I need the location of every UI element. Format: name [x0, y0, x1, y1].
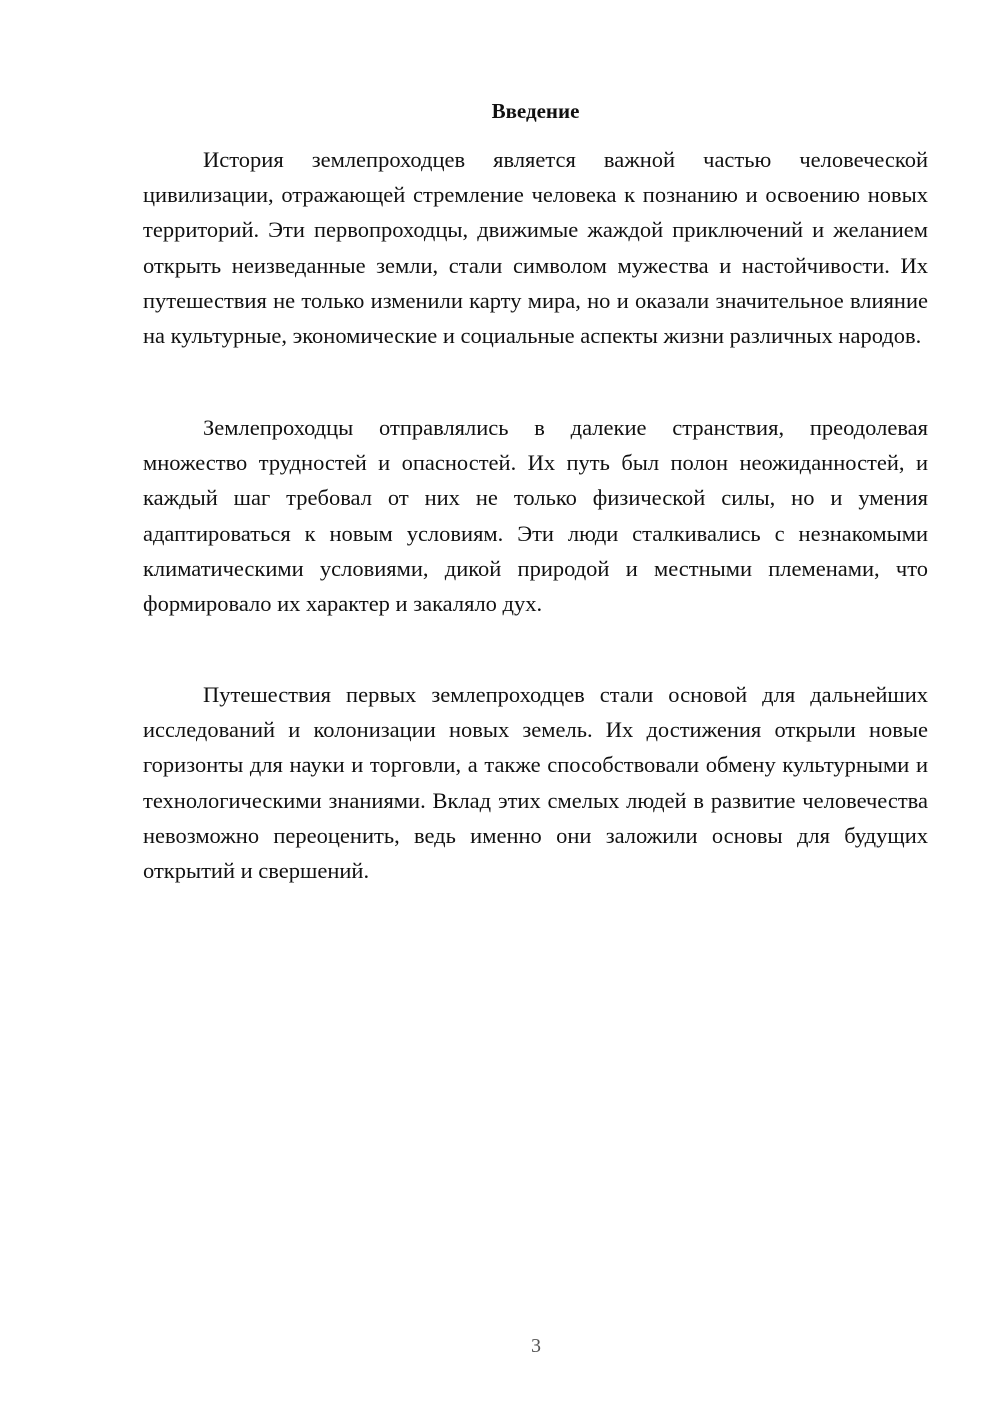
section-title: Введение: [491, 99, 580, 123]
page-number: 3: [531, 1335, 541, 1357]
paragraph-2: Землепроходцы отправлялись в далекие странствия, преодолевая множество трудностей и опасностей. Их путь был полон неожиданностей, и каждый шаг требовал от них не только физической силы, но и умения адаптироваться к новым условиям. Эти люди сталкивались с незнакомыми климатическими условиями, дикой природой и местными племенами, что формировало их характер и закаляло дух.: [143, 415, 928, 617]
paragraph-3: Путешествия первых землепроходцев стали основой для дальнейших исследований и колонизации новых земель. Их достижения открыли новые горизонты для науки и торговли, а также способствовали обмену культурными и технологическими знаниями. Вклад этих смелых людей в развитие человечества невозможно переоценить, ведь именно они заложили основы для будущих открытий и свершений.: [143, 682, 928, 884]
paragraph-1: История землепроходцев является важной частью человеческой цивилизации, отражающей стремление человека к познанию и освоению новых территорий. Эти первопроходцы, движимые жаждой приключений и желанием открыть неизведанные земли, стали символом мужества и настойчивости. Их путешествия не только изменили карту мира, но и оказали значительное влияние на культурные, экономические и социальные аспекты жизни различных народов.: [143, 147, 928, 349]
